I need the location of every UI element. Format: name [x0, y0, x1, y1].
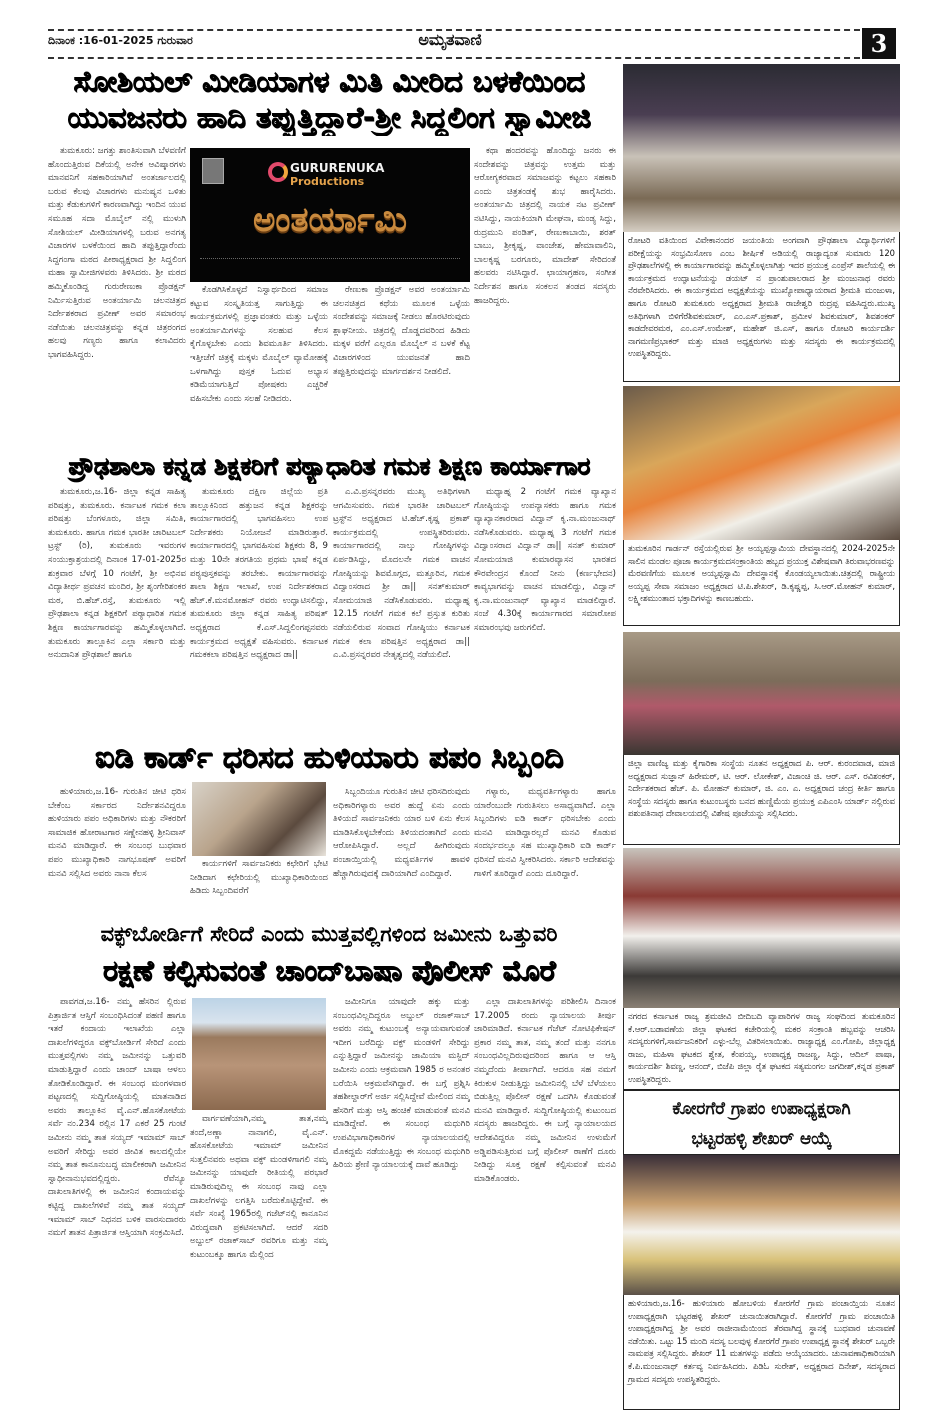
rotary-event-caption: ರೋಟರಿ ವತಿಯಿಂದ ವಿವೇಕಾನಂದರ ಜಯಂತಿಯ ಅಂಗವಾಗಿ ಪ್ರೌಢಶಾಲಾ ವಿದ್ಯಾರ್ಥಿಗಳಿಗೆ ಪರೀಕ್ಷೆಯನ್ನು ಸಂಭ್ರಮಿಸೋಣ ಎಂಬ ಶೀರ್ಷಿಕೆ ಅಡಿಯಲ್ಲಿ ರಾಜ್ಯಾದ್ಯಂತ ಸುಮಾರು 120 ಪ್ರೌಢಶಾಲೆಗಳಲ್ಲಿ ಈ ಕಾರ್ಯಾಗಾರವನ್ನು ಹಮ್ಮಿಕೊಳ್ಳಲಾಗಿತ್ತು ಇದರ ಪ್ರಯುಕ್ತ ಎಂಪ್ರೆಸ್ ಶಾಲೆಯಲ್ಲಿ ಈ ಕಾರ್ಯಕ್ರಮದ ಉದ್ಘಾಟನೆಯನ್ನು ಡಯಟ್ ನ ಪ್ರಾಂಶುಪಾಲರಾದ ಶ್ರೀ ಮಂಜುನಾಥ ರವರು ನೆರವೇರಿಸಿದರು. ಈ ಕಾರ್ಯಕ್ರಮದ ಅಧ್ಯಕ್ಷತೆಯನ್ನು ಮುಖ್ಯೋಪಾಧ್ಯಾಯರಾದ ಶ್ರೀಮತಿ ಮಂಜುಳಾ, ಹಾಗೂ ರೋಟರಿ ತುಮಕೂರು ಅಧ್ಯಕ್ಷರಾದ ಶ್ರೀಮತಿ ರಾಜೇಶ್ವರಿ ರುದ್ರಪ್ಪ ವಹಿಸಿದ್ದರು.ಮುಖ್ಯ ಅತಿಥಿಗಳಾಗಿ ಬಿಳಿಗೆರೆಶಿವಕುಮಾರ್, ಎಂ.ಎಸ್.ಪ್ರಕಾಶ್, ಪ್ರಮೀಳ ಶಿವಕುಮಾರ್, ಶಿವಶಂಕರ್ ಕಾಡದೇವರಮಠ, ಎಂ.ಎಸ್.ಉಮೇಶ್, ಮಹೇಶ್ ಜಿ.ಎಸ್, ಹಾಗೂ ರೋಟರಿ ಕಾರ್ಯದರ್ಶಿ ನಾಗಮಣಿಪ್ರಭಾಕರ್ ಮತ್ತು ಮಾಜಿ ಅಧ್ಯಕ್ಷರುಗಳು ಮತ್ತು ಸದಸ್ಯರು ಈ ಕಾರ್ಯಕ್ರಮದಲ್ಲಿ ಉಪಸ್ಥಿತರಿದ್ದರು.: [623, 232, 900, 382]
story1-column-2: ಕೊಡಗಿಸಿಕೊಳ್ಳದೆ ನಿಸ್ವಾರ್ಥದಿಂದ ಸಮಾಜ ಕಟ್ಟುವ ಸಂಸ್ಕೃತಿಯತ್ತ ಸಾಗುತ್ತಿದ್ದು ಈ ಕಾರ್ಯಕ್ರಮಗಳಲ್ಲಿ ಪ್ರಜ್ಞಾವಂತರು ಮತ್ತು ಒಳ್ಳೆಯ ಅಂತರ್ಯಾಮಿಗಳನ್ನು ಸಲಹುವ ಕೆಲಸ ಕೈಗೊಳ್ಳಬೇಕು ಎಂದು ಶಿವಮೂರ್ತಿ ತಿಳಿಸಿದರು. ಇತ್ತೀಚೆಗೆ ಚಿತ್ರಕ್ಕೆ ಮಕ್ಕಳು ಮೊಬೈಲ್ ವ್ಯಾಮೋಹಕ್ಕೆ ಒಳಗಾಗಿದ್ದು ಪುಸ್ತಕ ಓದುವ ಅಭ್ಯಾಸ ಕಡಿಮೆಯಾಗುತ್ತಿದೆ ಪೋಷಕರು ಎಚ್ಚರಿಕೆ ವಹಿಸಬೇಕು ಎಂದು ಸಲಹೆ ನೀಡಿದರು.: [190, 285, 328, 404]
chamber-pooja-caption: ಜಿಲ್ಲಾ ವಾಣಿಜ್ಯ ಮತ್ತು ಕೈಗಾರಿಕಾ ಸಂಸ್ಥೆಯ ನೂತನ ಅಧ್ಯಕ್ಷರಾದ ಪಿ. ಆರ್. ಕುರಂದವಾಡ, ಮಾಜಿ ಅಧ್ಯಕ್ಷರಾದ ಸುಜ್ಞಾನ್ ಹಿರೇಮಠ್, ಟಿ. ಆರ್. ಲೋಕೇಶ್, ವಿಜಾಂಚಿ ಜಿ. ಆರ್. ಎಸ್. ರವಿಶಂಕರ್, ನಿರ್ದೇಶಕರಾದ ಹೆಚ್. ಪಿ. ಮೋಹನ್ ಕುಮಾರ್, ಜಿ. ಎಂ. ಎ. ಅಧ್ಯಕ್ಷರಾದ ಚಂದ್ರ ಕೀರ್ತಿ ಹಾಗೂ ಸಂಸ್ಥೆಯ ಸದಸ್ಯರು ಹಾಗೂ ಕುಟುಂಬಸ್ಥರು ಬನದ ಹುಣ್ಣಿಮೆಯ ಪ್ರಯುಕ್ತ ಎಪಿಎಂಸಿ ಯಾರ್ಡ್ ನಲ್ಲಿರುವ ಪಶುಪತಿನಾಥ ದೇವಾಲಯದಲ್ಲಿ ವಿಶೇಷ ಪೂಜೆಯನ್ನು ಸಲ್ಲಿಸಿದರು.: [623, 755, 900, 845]
story4-headline-line1: ವಕ್ಫ್‌ಬೋರ್ಡಿಗೆ ಸೇರಿದೆ ಎಂದು ಮುತ್ತವಲ್ಲಿಗಳಿಂದ ಜಮೀನು ಒತ್ತುವರಿ: [100, 922, 558, 946]
story2-column-4: ಮಧ್ಯಾಹ್ನ 2 ಗಂಟೆಗೆ ಗಮಕ ವ್ಯಾಖ್ಯಾನ ಗೋಷ್ಠಿಯನ್ನು ಉಪನ್ಯಾಸಕರು ಹಾಗೂ ಗಮಕ ವ್ಯಾಖ್ಯಾನಕಾರರಾದ ವಿದ್ವಾನ್ ಕೃ.ನಾ.ಮಂಜುನಾಥ್ ನಡೆಸಿಕೊಡುವರು. ಮಧ್ಯಾಹ್ನ 3 ಗಂಟೆಗೆ ಗಮಕ ವಿದ್ವಾಂಸರಾದ ವಿದ್ವಾನ್ ಡಾ|| ಸನತ್ ಕುಮಾರ್ ಸೋಮಯಾಜಿ ಕುಮಾರವ್ಯಾಸನ ಭಾರತದ ಕೌರವೇಂದ್ರನ ಕೊಂದೆ ನೀನು (ಕರ್ಣಭೇದನ) ಕಾವ್ಯಭಾಗವನ್ನು ವಾಚನ ಮಾಡಲಿದ್ದು, ವಿದ್ವಾನ್ ಕೃ.ನಾ.ಮಂಜುನಾಥ್ ವ್ಯಾಖ್ಯಾನ ಮಾಡಲಿದ್ದಾರೆ. ಸಂಜೆ 4.30ಕ್ಕೆ ಕಾರ್ಯಾಗಾರದ ಸಮಾರೋಪ ಸಮಾರಂಭವು ಜರುಗಲಿದೆ.: [474, 487, 616, 633]
story4-column-4: ಎಲ್ಲಾ ದಾಖಲಾತಿಗಳನ್ನು ಪರಿಶೀಲಿಸಿ ದಿನಾಂಕ 17.2005 ರಂದು ನ್ಯಾಯಾಲಯ ತೀರ್ಪು ಜಾರಿಮಾಡಿದೆ. ಕರ್ನಾಟಕ ಗೆಜೆಟ್ ನೋಟಿಫಿಕೇಷನ್ ಪ್ರಕಾರ ನಮ್ಮ ತಾತ, ನಮ್ಮ ತಂದೆ ಮತ್ತು ನನಗೂ ಸಂಬಂಧವಿಲ್ಲದಿರುವುದರಿಂದ ಹಾಗೂ ಆ ಆಸ್ತಿ ನಮ್ಮದೆಂದು ತೀರ್ಪಾಗಿದೆ. ಆದರೂ ಸಹ ನಮಗೆ ಕಿರುಕುಳ ನೀಡುತ್ತಿದ್ದು ಜಮೀನಿನಲ್ಲಿ ಬೆಳೆ ಬೆಳೆಯಲು ಬಿಡುತ್ತಿಲ್ಲ ಪೊಲೀಸ್ ರಕ್ಷಣೆ ಒದಗಿಸಿ ಕೊಡುವಂತೆ ಮನವಿ ಮಾಡಿದ್ದಾರೆ. ಸುದ್ದಿಗೋಷ್ಠಿಯಲ್ಲಿ ಕುಟುಂಬದ ಸದಸ್ಯರು ಹಾಜರಿದ್ದರು. ಈ ಬಗ್ಗೆ ನ್ಯಾಯಾಲಯದ ಆದೇಶವಿದ್ದರೂ ನಮ್ಮ ಜಮೀನಿನ ಉಳುಮೆಗೆ ಅಡ್ಡಿಪಡಿಸುತ್ತಿರುವ ಬಗ್ಗೆ ಪೊಲೀಸ್ ಠಾಣೆಗೆ ದೂರು ನೀಡಿದ್ದು ಸೂಕ್ತ ರಕ್ಷಣೆ ಕಲ್ಪಿಸುವಂತೆ ಮನವಿ ಮಾಡಿಕೊಂಡರು.: [474, 997, 616, 1184]
issue-date: ದಿನಾಂಕ :16-01-2025 ಗುರುವಾರ: [48, 34, 193, 47]
story4-headline-line2: ರಕ್ಷಣೆ ಕಲ್ಪಿಸುವಂತೆ ಚಾಂದ್‌ಬಾಷಾ ಪೊಲೀಸ್ ಮೊರೆ: [102, 954, 556, 987]
story2-column-2: ತುಮಕೂರು ದಕ್ಷಿಣ ಜಿಲ್ಲೆಯ ಪ್ರತಿ ತಾಲ್ಲೂಕಿನಿಂದ ಹತ್ತುಜನ ಕನ್ನಡ ಶಿಕ್ಷಕರನ್ನು ಕಾರ್ಯಾಗಾರದಲ್ಲಿ ಭಾಗವಹಿಸಲು ಉಪ ನಿರ್ದೇಶಕರು ನಿಯೋಜನೆ ಮಾಡಿರುತ್ತಾರೆ. ಕಾರ್ಯಾಗಾರದಲ್ಲಿ ಭಾಗವಹಿಸುವ ಶಿಕ್ಷಕರು 8, 9 ಮತ್ತು 10ನೇ ತರಗತಿಯ ಪ್ರಥಮ ಭಾಷೆ ಕನ್ನಡ ಪಠ್ಯಪುಸ್ತಕವನ್ನು ತರಬೇಕು. ಕಾರ್ಯಾಗಾರವನ್ನು ಶಾಲಾ ಶಿಕ್ಷಣ ಇಲಾಖೆ, ಉಪ ನಿರ್ದೇಶಕರಾದ ಹೆಚ್.ಕೆ.ಮನಮೋಹನ್ ರವರು ಉದ್ಘಾಟಿಸಲಿದ್ದು, ತುಮಕೂರು ಜಿಲ್ಲಾ ಕನ್ನಡ ಸಾಹಿತ್ಯ ಪರಿಷತ್ ಅಧ್ಯಕ್ಷರಾದ ಕೆ.ಎಸ್.ಸಿದ್ದಲಿಂಗಪ್ಪನವರು ಕಾರ್ಯಕ್ರಮದ ಅಧ್ಯಕ್ಷತೆ ವಹಿಸುವರು. ಕರ್ನಾಟಕ ಗಮಕಕಲಾ ಪರಿಷತ್ತಿನ ಅಧ್ಯಕ್ಷರಾದ ಡಾ||: [190, 487, 328, 661]
story3-column-2: ಕಾರ್ಯಗಳಿಗೆ ಸಾರ್ವಜನಿಕರು ಕಛೇರಿಗೆ ಭೇಟಿ ನೀಡಿದಾಗ ಕಛೇರಿಯಲ್ಲಿ ಮುಖ್ಯಾಧಿಕಾರಿಯಿಂದ ಹಿಡಿದು ಸಿಬ್ಬಂದಿವರೆಗೆ: [190, 859, 328, 897]
production-logo-icon: [268, 162, 288, 182]
story4-column-1: ಪಾವಗಡ,ಜ.16- ನಮ್ಮ ಹೆಸರಿನ ಲ್ಲಿರುವ ಪಿತ್ರಾರ್ಜಿತ ಆಸ್ತಿಗೆ ಸಂಬಂಧಿಸಿದಂತೆ ಪಹಣಿ ಹಾಗೂ ಇತರೆ ಕಂದಾಯ ಇಲಾಖೆಯ ಎಲ್ಲಾ ದಾಖಲೆಗಳಿದ್ದರೂ ವಕ್ಫ್‌ಬೋರ್ಡಿಗೆ ಸೇರಿದೆ ಎಂದು ಮುತ್ತವಲ್ಲಿಗಳು ನಮ್ಮ ಜಮೀನನ್ನು ಒತ್ತುವರಿ ಮಾಡುತ್ತಿದ್ದಾರೆ ಎಂದು ಚಾಂದ್ ಬಾಷಾ ಆಳಲು ತೋಡಿಕೊಂಡಿದ್ದಾರೆ. ಈ ಸಂಬಂಧ ಮಂಗಳವಾರ ಪಟ್ಟಣದಲ್ಲಿ ಸುದ್ದಿಗೋಷ್ಠಿಯಲ್ಲಿ ಮಾತನಾಡಿದ ಅವರು ತಾಲ್ಲೂಕಿನ ವೈ.ಎನ್.ಹೊಸಕೋಟೆಯ ಸರ್ವೆ ನಂ.234 ರಲ್ಲಿನ 17 ಎಕರೆ 25 ಗುಂಟೆ ಜಮೀನು ನಮ್ಮ ತಾತ ಸಯ್ಯದ್ ಇಮಾಮ್ ಸಾಬ್ ಅವರಿಗೆ ಸೇರಿದ್ದು ಅವರ ಜೀವಿತ ಕಾಲದಲ್ಲಿಯೇ ನಮ್ಮ ತಾತ ಕಾನೂನುಬದ್ಧ ಮಾಲೀಕರಾಗಿ ಜಮೀನಿನ ಸ್ವಾಧೀನಾನುಭವದಲ್ಲಿದ್ದರು. ರೆವೆನ್ಯೂ ದಾಖಲಾತಿಗಳಲ್ಲಿ ಈ ಜಮೀನಿನ ಕಂದಾಯವನ್ನು ಕಟ್ಟಿದ್ದ ದಾಖಲೆಗಳಿವೆ ನಮ್ಮ ತಾತ ಸಯ್ಯದ್ ಇಮಾಮ್ ಸಾಬ್ ನಿಧನದ ಬಳಿಕ ವಾರಸುದಾರರು ನಮಗೆ ತಾತನ ಪಿತ್ರಾರ್ಜಿತ ಆಸ್ತಿಯಾಗಿ ಸಂಕ್ರಮಿಸಿದೆ.: [48, 997, 186, 1239]
panchayat-headline-line1: ಕೋರಗೆರೆ ಗ್ರಾಪಂ ಉಪಾಧ್ಯಕ್ಷರಾಗಿ: [672, 1099, 851, 1119]
ayyappa-procession-caption: ತುಮಕೂರಿನ ಗಾರ್ಡನ್ ರಸ್ತೆಯಲ್ಲಿರುವ ಶ್ರೀ ಅಯ್ಯಪ್ಪಸ್ವಾಮಿಯ ದೇವಸ್ಥಾನದಲ್ಲಿ 2024-2025ನೇ ಸಾಲಿನ ಮಂಡಲ ಪೂಜಾ ಕಾರ್ಯಕ್ರಮದಸಂಕ್ರಾಂತಿಯ ಹಬ್ಬದ ಪ್ರಯುಕ್ತ ವಿಶೇಷವಾಗಿ ತಿರುವಾಭರಣವನ್ನು ಮೆರವಣಿಗೆಯ ಮೂಲಕ ಅಯ್ಯಪ್ಪಸ್ವಾಮಿ ದೇವಸ್ಥಾನಕ್ಕೆ ಕೊಂಡಯ್ಯಲಾಯಿತು.ಚಿತ್ರದಲ್ಲಿ ರಾಷ್ಟ್ರೀಯ ಅಯ್ಯಪ್ಪ ಸೇವಾ ಸಮಾಜಂ ಅಧ್ಯಕ್ಷರಾದ ಟಿ.ಪಿ.ಶೇಖರ್, ಡಿ.ಕೃಷ್ಣಪ್ಪ, ಸಿ.ಆರ್.ಮೋಹನ್ ಕುಮಾರ್, ಲಕ್ಷ್ಮೀಶಮುಂತಾದ ಭಕ್ತಾದಿಗಳನ್ನು ಕಾಣಬಹುದು.: [623, 540, 900, 626]
vice-president-felicitation-photo: [623, 1155, 900, 1295]
office-meeting-photo: [192, 782, 326, 856]
street-vendors-caption: ನಗರದ ಕರ್ನಾಟಕ ರಾಜ್ಯ ಶ್ರಮಜೀವಿ ಬೀದಿಬದಿ ವ್ಯಾಪಾರಿಗಳ ರಾಜ್ಯ ಸಂಘದಿಂದ ತುಮಕೂರಿನ ಕೆ.ಆರ್.ಬಡಾವಣೆಯ ಜಿಲ್ಲಾ ಘಟಕದ ಕಚೇರಿಯಲ್ಲಿ ಮಕರ ಸಂಕ್ರಾಂತಿ ಹಬ್ಬವನ್ನು ಆಚರಿಸಿ ಸದಸ್ಯರುಗಳಿಗೆ,ಸಾರ್ವಜನಿಕರಿಗೆ ಎಳ್ಳು-ಬೆಲ್ಲ ವಿತರಿಸಲಾಯಿತು. ರಾಜ್ಯಾಧ್ಯಕ್ಷ ಎಂ.ಗೋಪಿ, ಜಿಲ್ಲಾಧ್ಯಕ್ಷ ರಾಜು, ಮಹಿಳಾ ಘಟಕದ ಶ್ವೇತ, ಕೆಂಪಯ್ಯ, ಉಪಾಧ್ಯಕ್ಷ ರಾಜಣ್ಣ, ಸಿದ್ದು, ಆದಿಲ್ ಪಾಷಾ, ಕಾರ್ಯದರ್ಶಿ ಶಿವಣ್ಣ, ಆನಂದ್, ಬಿಜೆಪಿ ಜಿಲ್ಲಾ ರೈತ ಘಟಕದ ಸತ್ಯಮಂಗಲ ಜಗದೀಶ್,ಕನ್ನಡ ಪ್ರಕಾಶ್ ಉಪಸ್ಥಿತರಿದ್ದರು.: [623, 1008, 900, 1090]
panchayat-headline-line2: ಭಟ್ಟರಹಳ್ಳಿ ಶೇಖರ್ ಆಯ್ಕೆ: [691, 1129, 832, 1149]
production-logo: GURURENUKA Productions: [290, 161, 385, 188]
emblem-icon: [202, 158, 224, 184]
story4-column-3: ಜಮೀನಿಗೂ ಯಾವುದೇ ಹಕ್ಕು ಮತ್ತು ಸಂಬಂಧವಿಲ್ಲದಿದ್ದರೂ ಅಬ್ದುಲ್ ರಜಾಕ್‌ಸಾಬ್ ಅವರು ನಮ್ಮ ಕುಟುಂಬಕ್ಕೆ ಅನ್ಯಾಯವಾಗುವಂತೆ ಇದೀಗ ಬರೆದಿದ್ದು ವಕ್ಫ್ ಮಂಡಳಿಗೆ ಸೇರಿದ್ದು ಎನ್ನುತ್ತಿದ್ದಾರೆ ಜಮೀನನ್ನು ಜಾಮಿಯಾ ಮಸ್ಜಿದ್ ಜಮೀನು ಎಂದು ಆಕ್ರಮವಾಗಿ 1985 ರ ಅನಂತರ ಬರೆಯಿಸಿ ಆಕ್ರಮವೆಸಗಿದ್ದಾರೆ. ಈ ಬಗ್ಗೆ ಪ್ರಶ್ನಿಸಿ ತಹಶೀಲ್ದಾರ್‌ಗೆ ಅರ್ಜಿ ಸಲ್ಲಿಸಿದ್ದೇವೆ ಮೇಲಿಂದ ನಮ್ಮ ಹೆಸರಿಗೆ ಮತ್ತು ಆಸ್ತಿ ಹಂಚಿಕೆ ಮಾಡುವಂತೆ ಮನವಿ ಮಾಡಿದ್ದೇವೆ. ಈ ಸಂಬಂಧ ಮಧುಗಿರಿ ಉಪವಿಭಾಗಾಧಿಕಾರಿಗಳ ನ್ಯಾಯಾಲಯದಲ್ಲಿ ಮೊಕದ್ದಮೆ ನಡೆಯುತ್ತಿದ್ದು ಈ ಸಂಬಂಧ ಮಧುಗಿರಿ ಹಿರಿಯ ಶ್ರೇಣಿ ನ್ಯಾಯಾಲಯಕ್ಕೆ ದಾವೆ ಹೂಡಿದ್ದು: [333, 997, 470, 1171]
land-site-photo: [192, 998, 326, 1110]
poster-credits: [200, 258, 460, 259]
chamber-pooja-photo: [623, 632, 900, 755]
story2-column-3: ಎ.ವಿ.ಪ್ರಸನ್ನರವರು ಮುಖ್ಯ ಅತಿಥಿಗಳಾಗಿ ಆಗಮಿಸುವರು. ಗಮಕ ಭಾರತೀ ಚಾರಿಟಬಲ್ ಟ್ರಸ್ಟ್‌ನ ಅಧ್ಯಕ್ಷರಾದ ಟಿ.ಹೆಚ್.ಕೃಷ್ಣ ಪ್ರಕಾಶ್ ಕಾರ್ಯಕ್ರಮದಲ್ಲಿ ಉಪಸ್ಥಿತರಿರುವರು. ಕಾರ್ಯಾಗಾರದಲ್ಲಿ ನಾಲ್ಕು ಗೋಷ್ಠಿಗಳನ್ನು ಏರ್ಪಡಿಸಿದ್ದು, ಮೊದಲನೇ ಗಮಕ ವಾಚನ ಗೋಷ್ಠಿಯನ್ನು ಶಿವಮೊಗ್ಗದ, ಮತ್ತೂರಿನ, ಗಮಕ ವಿದ್ವಾಂಸರಾದ ಶ್ರೀ ಡಾ|| ಸನತ್‌ಕುಮಾರ್ ಸೋಮಯಾಜಿ ನಡೆಸಿಕೊಡುವರು. ಮಧ್ಯಾಹ್ನ 12.15 ಗಂಟೆಗೆ ಗಮಕ ಕಲೆ ಪ್ರಸ್ತುತ ಕುರಿತು ನಡೆಯಲಿರುವ ಸಂವಾದ ಗೋಷ್ಠಿಯು ಕರ್ನಾಟಕ ಗಮಕ ಕಲಾ ಪರಿಷತ್ತಿನ ಅಧ್ಯಕ್ಷರಾದ ಡಾ|| ಎ.ವಿ.ಪ್ರಸನ್ನರವರ ನೇತೃತ್ವದಲ್ಲಿ ನಡೆಯಲಿದೆ.: [333, 487, 470, 661]
story2-column-1: ತುಮಕೂರು,ಜ.16- ಜಿಲ್ಲಾ ಕನ್ನಡ ಸಾಹಿತ್ಯ ಪರಿಷತ್ತು, ತುಮಕೂರು. ಕರ್ನಾಟಕ ಗಮಕ ಕಲಾ ಪರಿಷತ್ತು ಬೆಂಗಳೂರು, ಜಿಲ್ಲಾ ಸಮಿತಿ, ತುಮಕೂರು. ಹಾಗೂ ಗಮಕ ಭಾರತೀ ಚಾರಿಟಬಲ್ ಟ್ರಸ್ಟ್ (ರಿ), ತುಮಕೂರು ಇವರುಗಳ ಸಂಯುಕ್ತಾಶ್ರಯದಲ್ಲಿ ದಿನಾಂಕ 17-01-2025ರ ಶುಕ್ರವಾರ ಬೆಳಗ್ಗೆ 10 ಗಂಟೆಗೆ, ಶ್ರೀ ಅಭಿನವ ವಿದ್ಯಾತೀರ್ಥ ಪ್ರವಚನ ಮಂದಿರ, ಶ್ರೀ ಶೃಂಗೇರಿಶಂಕರ ಮಠ, ಬಿ.ಹೆಚ್.ರಸ್ತೆ, ತುಮಕೂರು ಇಲ್ಲಿ ಪ್ರೌಢಶಾಲಾ ಕನ್ನಡ ಶಿಕ್ಷಕರಿಗೆ ಪಠ್ಯಾಧಾರಿತ ಗಮಕ ಶಿಕ್ಷಣ ಕಾರ್ಯಾಗಾರವನ್ನು ಹಮ್ಮಿಕೊಳ್ಳಲಾಗಿದೆ. ತುಮಕೂರು ತಾಲ್ಲೂಕಿನ ಎಲ್ಲಾ ಸರ್ಕಾರಿ ಮತ್ತು ಅನುದಾನಿತ ಪ್ರೌಢಶಾಲೆ ಹಾಗೂ: [48, 487, 186, 661]
vice-president-caption: ಹುಳಿಯಾರು,ಜ.16- ಹುಳಿಯಾರು ಹೋಬಳಿಯ ಕೋರಗೆರೆ ಗ್ರಾಮ ಪಂಚಾಯ್ತಿಯ ನೂತನ ಉಪಾಧ್ಯಕ್ಷರಾಗಿ ಭಟ್ಟರಹಳ್ಳಿ ಶೇಖರ್ ಚುನಾಯಿತರಾಗಿದ್ದಾರೆ. ಕೋರಗೆರೆ ಗ್ರಾಮ ಪಂಚಾಯಿತಿ ಉಪಾಧ್ಯಕ್ಷರಾಗಿದ್ದ ಶ್ರೀ ಅವರ ರಾಜೀನಾಮೆಯಿಂದ ತೆರವಾಗಿದ್ದ ಸ್ಥಾನಕ್ಕೆ ಬುಧವಾರ ಚುನಾವಣೆ ನಡೆಯಿತು. ಒಟ್ಟು 15 ಮಂದಿ ಸದಸ್ಯ ಬಲವುಳ್ಳ ಕೋರಗೆರೆ ಗ್ರಾಪಂ ಉಪಾಧ್ಯಕ್ಷ ಸ್ಥಾನಕ್ಕೆ ಶೇಖರ್ ಒಬ್ಬರೇ ನಾಮಪತ್ರ ಸಲ್ಲಿಸಿದ್ದರು. ಶೇಖರ್ 11 ಮತಗಳನ್ನು ಪಡೆದು ಆಯ್ಕೆಯಾದರು. ಚುನಾವಣಾಧಿಕಾರಿಯಾಗಿ ಕೆ.ಪಿ.ಮಂಜುನಾಥ್ ಕರ್ತವ್ಯ ನಿರ್ವಹಿಸಿದರು. ಪಿಡಿಓ ಸುರೇಶ್, ಅಧ್ಯಕ್ಷರಾದ ದಿನೇಶ್, ಸದಸ್ಯರಾದ ಗ್ರಾಮದ ಸದಸ್ಯರು ಉಪಸ್ಥಿತರಿದ್ದರು.: [623, 1295, 900, 1410]
story1-column-4: ಕಥಾ ಹಂದರವನ್ನು ಹೊಂದಿದ್ದು ಜನರು ಈ ಸಂದೇಶವನ್ನು ಚಿತ್ರವನ್ನು ಉತ್ತಮ ಮತ್ತು ಆರೋಗ್ಯಕರವಾದ ಸಮಾಜವನ್ನು ಕಟ್ಟಲು ಸಹಕಾರಿ ಎಂದು ಚಿತ್ರತಂಡಕ್ಕೆ ಶುಭ ಹಾರೈಸಿದರು. ಅಂತರ್ಯಾಮಿ ಚಿತ್ರದಲ್ಲಿ ನಾಯಕ ನಟ ಪ್ರವೀಣ್ ನಟಿಸಿದ್ದು, ನಾಯಕಿಯಾಗಿ ಮೇಘನಾ, ಮಂಡ್ಯ ಸಿದ್ದು, ರುದ್ರಮುನಿ ಪಂಡಿತ್, ರೇಣುಕಾಬಾಯಿ, ಶರತ್ ಬಾಬು, ಶ್ರೀಕೃಷ್ಣ, ವಾಂಜೇಶ, ಹೇಮಾವಾಲಿನಿ, ಬಾಲಕೃಷ್ಣ ಬರಗೂರು, ಮಾದೇಶ್ ಸೇರಿದಂತೆ ಹಲವರು ನಟಿಸಿದ್ದಾರೆ. ಛಾಯಾಗ್ರಹಣ, ಸಂಗೀತ ನಿರ್ದೇಶನ ಹಾಗೂ ಸಂಕಲನ ತಂಡದ ಸದಸ್ಯರು ಹಾಜರಿದ್ದರು.: [474, 146, 616, 306]
masthead: ಅಮೃತವಾಣಿ: [418, 30, 482, 49]
street-vendors-photo: [623, 848, 900, 1008]
story3-column-1: ಹುಳಿಯಾರು,ಜ.16- ಗುರುತಿನ ಚೀಟಿ ಧರಿಸ ಬೇಕೆಂಬ ಸರ್ಕಾರದ ನಿರ್ದೇಶನವಿದ್ದರೂ ಹುಳಿಯಾರು ಪಪಂ ಅಧಿಕಾರಿಗಳು ಮತ್ತು ನೌಕರರಿಗೆ ಸಾಮಾಜಿಕ ಹೋರಾಟಗಾರ ಸಣ್ಣೇನಹಳ್ಳಿ ಶ್ರೀನಿವಾಸ್ ಮನವಿ ಮಾಡಿದ್ದಾರೆ. ಈ ಸಂಬಂಧ ಬುಧವಾರ ಪಪಂ ಮುಖ್ಯಾಧಿಕಾರಿ ನಾಗಭೂಷಣ್ ಅವರಿಗೆ ಮನವಿ ಸಲ್ಲಿಸಿದ ಅವರು ನಾನಾ ಕೆಲಸ: [48, 787, 186, 879]
story3-headline: ಐಡಿ ಕಾರ್ಡ್ ಧರಿಸದ ಹುಳಿಯಾರು ಪಪಂ ಸಿಬ್ಬಂದಿ: [94, 740, 564, 775]
story1-column-1: ತುಮಕೂರು: ಜಗತ್ತು ಶಾಂತಿಸುವಾಗಿ ಬೆಳವಣಿಗೆ ಹೊಂದುತ್ತಿರುವ ದಿಕೆಯಲ್ಲಿ ಅನೇಕ ಆವಿಷ್ಕಾರಗಳು ಮಾನವನಿಗೆ ಸಹಕಾರಿಯಾಗಿವೆ ಅಂತರ್ಜಾಲದಲ್ಲಿ ಬರುವ ಕೆಲವು ವಿಚಾರಗಳು ಮನುಷ್ಯನ ಒಳಿತು ಮತ್ತು ಕೆಡುಕುಗಳಿಗೆ ಕಾರಣವಾಗಿದ್ದು ಇಂದಿನ ಯುವ ಸಮೂಹ ಸದಾ ಮೊಬೈಲ್ ನಲ್ಲಿ ಮುಳುಗಿ ಸೋಶಿಯಲ್ ಮೀಡಿಯಾಗಳಲ್ಲಿ ಬರುವ ಅನಗತ್ಯ ವಿಚಾರಗಳ ಬಳಕೆಯಿಂದ ಹಾದಿ ತಪ್ಪುತ್ತಿದ್ದಾರೆಂದು ಸಿದ್ದಗಂಗಾ ಮಠದ ಪೀಠಾಧ್ಯಕ್ಷರಾದ ಶ್ರೀ ಸಿದ್ದಲಿಂಗ ಮಹಾ ಸ್ವಾಮೀಜಿಗಳವರು ತಿಳಿಸಿದರು. ಶ್ರೀ ಮಠದ ಹಮ್ಮಿಕೊಂಡಿದ್ದ ಗುರುರೇಣುಕಾ ಪ್ರೊಡಕ್ಷನ್ ನಿರ್ಮಿಸುತ್ತಿರುವ ಅಂತರ್ಯಾಮಿ ಚಲನಚಿತ್ರದ ನಿರ್ದೇಶಕರಾದ ಪ್ರವೀಣ್ ಅವರ ಸಮಾರಂಭ ನಡೆಯಿತು ಚಲನಚಿತ್ರವನ್ನು ಕನ್ನಡ ಚಿತ್ರರಂಗದ ಹಲವು ಗಣ್ಯರು ಹಾಗೂ ಕಲಾವಿದರು ಭಾಗವಹಿಸಿದ್ದರು.: [48, 146, 186, 360]
header-bottom-rule: [48, 57, 860, 59]
panchayat-headline-box: [623, 1090, 900, 1155]
story3-column-4: ಗಳ್ಯಾರು, ಮಧ್ಯವರ್ತಿಗಳ್ಯಾರು ಹಾಗೂ ಯಾರೆಂಬುದೇ ಗುರುತಿಸಲು ಅಸಾಧ್ಯವಾಗಿದೆ. ಎಲ್ಲಾ ಸಿಬ್ಬಂದಿಗಳು ಐಡಿ ಕಾರ್ಡ್ ಧರಿಸಬೇಕು ಎಂದು ಮನವಿ ಮಾಡಿದ್ದಾರಲ್ಲದೆ ಮನವಿ ಕೊಡುವ ಸಂದರ್ಭದಲ್ಲೂ ಸಹ ಮುಖ್ಯಾಧಿಕಾರಿ ಐಡಿ ಕಾರ್ಡ್ ಧರಿಸದೆ ಮನವಿ ಸ್ವೀಕರಿಸಿದರು. ಸರ್ಕಾರಿ ಆದೇಶವನ್ನು ಗಾಳಿಗೆ ತೂರಿದ್ದಾರೆ ಎಂದು ದೂರಿದ್ದಾರೆ.: [474, 787, 616, 879]
film-poster-image: [190, 148, 470, 282]
film-title: ಅಂತರ್ಯಾಮಿ: [252, 200, 408, 240]
ayyappa-procession-photo: [623, 386, 900, 540]
story3-column-3: ಸಿಬ್ಬಂದಿಯೂ ಗುರುತಿನ ಚೀಟಿ ಧರಿಸದಿರುವುದು ಅಧಿಕಾರಿಗಳ್ಯಾರು ಅವರ ಹುದ್ದೆ ಏನು ಎಂದು ತಿಳಿಯದೆ ಸಾರ್ವಜನಿಕರು ಯಾರ ಬಳಿ ಏನು ಕೆಲಸ ಮಾಡಿಸಿಕೊಳ್ಳಬೇಕೆಂದು ತಿಳಿಯದಂತಾಗಿದೆ ಎಂದು ಆರೋಪಿಸಿದ್ದಾರೆ. ಅಲ್ಲದೆ ಹೀಗಿರುವುದು ಪಂಚಾಯ್ತಿಯಲ್ಲಿ ಮಧ್ಯವರ್ತಿಗಳ ಹಾವಳಿ ಹೆಚ್ಚಾಗಿರುವುದಕ್ಕೆ ದಾರಿಯಾಗಿದೆ ಎಂದಿದ್ದಾರೆ.: [333, 787, 470, 879]
story1-headline-line2: ಯುವಜನರು ಹಾದಿ ತಪ್ಪುತ್ತಿದ್ದಾರೆ-ಶ್ರೀ ಸಿದ್ದಲಿಂಗ ಸ್ವಾಮೀಜಿ: [67, 100, 591, 134]
story2-headline: ಪ್ರೌಢಶಾಲಾ ಕನ್ನಡ ಶಿಕ್ಷಕರಿಗೆ ಪಠ್ಯಾಧಾರಿತ ಗಮಕ ಶಿಕ್ಷಣ ಕಾರ್ಯಾಗಾರ: [68, 452, 590, 480]
page-number: 3: [862, 28, 896, 59]
rotary-event-photo: [623, 64, 900, 232]
story1-column-3: ರೇಣುಕಾ ಪ್ರೊಡಕ್ಷನ್ ಅವರ ಅಂತರ್ಯಾಮಿ ಚಲನಚಿತ್ರದ ಕಥೆಯ ಮೂಲಕ ಒಳ್ಳೆಯ ಸಂದೇಶವನ್ನು ಸಮಾಜಕ್ಕೆ ನೀಡಲು ಹೊರಟಿರುವುದು ಶ್ಲಾಘನೀಯ. ಚಿತ್ರದಲ್ಲಿ ದೊಡ್ಡದವರಿಂದ ಹಿಡಿದು ಮಕ್ಕಳ ವರೆಗೆ ಎಲ್ಲರೂ ಮೊಬೈಲ್ ನ ಬಳಕೆ ಕೆಟ್ಟ ವಿಚಾರಗಳಿಂದ ಯುವಜನತೆ ಹಾದಿ ತಪ್ಪುತ್ತಿರುವುದನ್ನು ಮಾರ್ಗದರ್ಶನ ನೀಡಲಿದೆ.: [333, 285, 470, 377]
story4-column-2: ವಾರ್ಗವಣೆಯಾಗಿ,ನಮ್ಮ ತಾತ,ನಮ್ಮ ತಂದೆ,ಅಣ್ಣಾ ನಾನಾಗಲಿ, ವೈ.ಎನ್. ಹೊಸಕೋಟೆಯ ಇಮಾಮ್ ಜಮೀನಿನ ಸುತ್ತಲಿನವರು ಅಥವಾ ವಕ್ಫ್ ಮಂಡಳಿಗಾಗಲಿ ನಮ್ಮ ಜಮೀನನ್ನು ಯಾವುದೇ ರೀತಿಯಲ್ಲಿ ಪರಭಾರೆ ಮಾಡಿರುವುದಿಲ್ಲ ಈ ಸಂಬಂಧ ನಾವು ಎಲ್ಲಾ ದಾಖಲೆಗಳನ್ನು ಲಗತ್ತಿಸಿ ಬರೆದುಕೊಟ್ಟಿದ್ದೇವೆ. ಈ ಸರ್ವೆ ಸಂಖ್ಯೆ 1965ರಲ್ಲಿ ಗಜೆಟ್‌ನಲ್ಲಿ ಕಾನೂನಿನ ವಿರುದ್ಧವಾಗಿ ಪ್ರಕಟಿಸಲಾಗಿದೆ. ಆದರೆ ಸದರಿ ಅಬ್ದುಲ್ ರಜಾಕ್‌ಸಾಬ್ ರವರಿಗೂ ಮತ್ತು ನಮ್ಮ ಕುಟುಂಬಕ್ಕೂ ಹಾಗೂ ಮೆಲ್ಲಿಂದ: [190, 1114, 328, 1260]
story1-headline-line1: ಸೋಶಿಯಲ್ ಮೀಡಿಯಾಗಳ ಮಿತಿ ಮೀರಿದ ಬಳಕೆಯಿಂದ: [73, 64, 585, 98]
